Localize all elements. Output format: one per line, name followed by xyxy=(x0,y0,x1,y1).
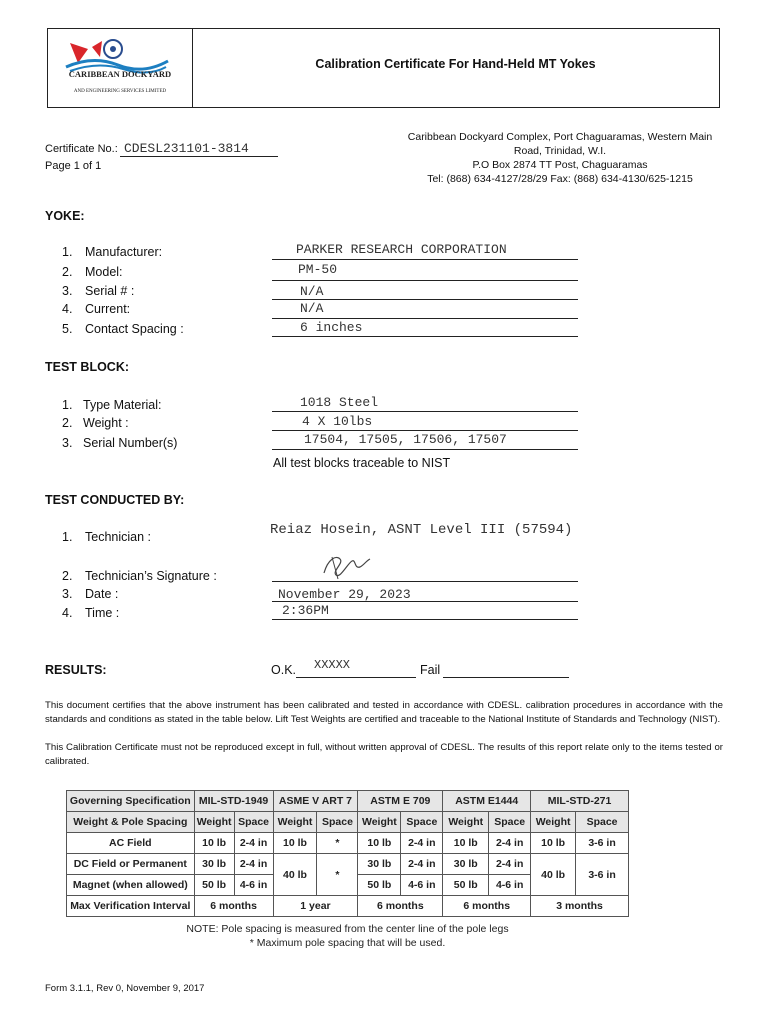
test-block-serial-label: Serial Number(s) xyxy=(83,436,178,450)
table-cell: ASME V ART 7 xyxy=(273,791,358,812)
yoke-model-value: PM-50 xyxy=(298,262,338,277)
table-cell: 30 lb xyxy=(194,854,234,875)
table-cell: 50 lb xyxy=(194,875,234,896)
table-cell: AC Field xyxy=(67,833,195,854)
conducted-item-num: 4. xyxy=(62,606,73,620)
table-row xyxy=(67,833,629,854)
date-value: November 29, 2023 xyxy=(278,587,411,602)
field-underline xyxy=(272,581,578,582)
table-cell: 50 lb xyxy=(443,875,489,896)
conducted-item-num: 3. xyxy=(62,587,73,601)
table-cell: Max Verification Interval xyxy=(67,896,195,917)
test-block-item-num: 2. xyxy=(62,416,73,430)
ok-underline xyxy=(296,677,416,678)
table-cell: 2-4 in xyxy=(234,854,273,875)
table-cell: 3 months xyxy=(531,896,629,917)
table-cell: 30 lb xyxy=(443,854,489,875)
table-cell: 3-6 in xyxy=(576,854,629,896)
max-spacing-note: * Maximum pole spacing that will be used. xyxy=(249,937,446,949)
table-cell: 2-4 in xyxy=(489,854,531,875)
table-row xyxy=(67,854,629,875)
table-cell: 3-6 in xyxy=(576,833,629,854)
nist-traceability-note: All test blocks traceable to NIST xyxy=(273,456,451,470)
company-logo xyxy=(48,29,193,107)
table-cell: Weight xyxy=(358,812,401,833)
table-cell: * xyxy=(317,854,358,896)
conducted-item-num: 2. xyxy=(62,569,73,583)
table-cell: Space xyxy=(234,812,273,833)
table-cell: DC Field or Permanent xyxy=(67,854,195,875)
table-cell: 6 months xyxy=(443,896,531,917)
table-row xyxy=(67,896,629,917)
table-cell: 4-6 in xyxy=(401,875,443,896)
table-cell: 2-4 in xyxy=(489,833,531,854)
yoke-current-value: N/A xyxy=(300,301,324,316)
ok-label: O.K. xyxy=(271,663,297,677)
yoke-serial-label: Serial # : xyxy=(85,284,135,298)
governing-spec-table xyxy=(66,790,629,917)
results-heading: RESULTS: xyxy=(45,663,107,677)
table-cell: 40 lb xyxy=(531,854,576,896)
yoke-serial-value: N/A xyxy=(300,284,324,299)
test-block-weight-label: Weight : xyxy=(83,416,129,430)
time-label: Time : xyxy=(85,606,120,620)
table-cell: Weight & Pole Spacing xyxy=(67,812,195,833)
address-line-3: P.O Box 2874 TT Post, Chaguaramas xyxy=(472,159,648,171)
yoke-contact-spacing-value: 6 inches xyxy=(300,320,363,335)
logo-emblem-icon xyxy=(48,29,192,107)
table-cell: Weight xyxy=(273,812,317,833)
table-cell: 10 lb xyxy=(273,833,317,854)
table-cell: Weight xyxy=(194,812,234,833)
table-cell: Weight xyxy=(443,812,489,833)
table-cell: 10 lb xyxy=(194,833,234,854)
address-line-1: Caribbean Dockyard Complex, Port Chaguaramas, Western Main xyxy=(407,131,713,143)
signature-label: Technician’s Signature : xyxy=(85,569,217,583)
time-value: 2:36PM xyxy=(282,603,329,618)
test-block-material-value: 1018 Steel xyxy=(300,395,379,410)
test-block-material-label: Type Material: xyxy=(83,398,162,412)
address-line-4: Tel: (868) 634-4127/28/29 Fax: (868) 634-4130/625-1215 xyxy=(427,173,693,185)
field-underline xyxy=(272,259,578,260)
pole-spacing-note: NOTE: Pole spacing is measured from the center line of the pole legs xyxy=(186,923,509,935)
table-cell: 50 lb xyxy=(358,875,401,896)
table-cell: MIL-STD-271 xyxy=(531,791,629,812)
yoke-heading: YOKE: xyxy=(45,209,85,223)
table-cell: MIL-STD-1949 xyxy=(194,791,273,812)
field-underline xyxy=(272,411,578,412)
table-cell: Magnet (when allowed) xyxy=(67,875,195,896)
table-cell: 2-4 in xyxy=(401,854,443,875)
yoke-item-num: 2. xyxy=(62,265,73,279)
field-underline xyxy=(272,299,578,300)
technician-label: Technician : xyxy=(85,530,152,544)
table-cell: 10 lb xyxy=(443,833,489,854)
certificate-label: Certificate No.: xyxy=(45,143,118,155)
field-underline xyxy=(272,449,578,450)
table-cell: 6 months xyxy=(194,896,273,917)
table-cell: 10 lb xyxy=(531,833,576,854)
logo-name: CARIBBEAN DOCKYARD xyxy=(68,69,172,79)
field-underline xyxy=(272,619,578,620)
technician-value: Reiaz Hosein, ASNT Level III (57594) xyxy=(270,522,573,538)
table-cell: 6 months xyxy=(358,896,443,917)
test-block-weight-value: 4 X 10lbs xyxy=(302,414,373,429)
table-row xyxy=(67,812,629,833)
table-cell: 2-4 in xyxy=(401,833,443,854)
document-title: Calibration Certificate For Hand-Held MT Yokes xyxy=(315,57,596,71)
address-line-2: Road, Trinidad, W.I. xyxy=(513,145,607,157)
header-box xyxy=(47,28,720,108)
yoke-manufacturer-label: Manufacturer: xyxy=(85,245,163,259)
table-cell: Space xyxy=(576,812,629,833)
test-block-item-num: 3. xyxy=(62,436,73,450)
table-cell: 1 year xyxy=(273,896,358,917)
yoke-item-num: 5. xyxy=(62,322,73,336)
table-cell: ASTM E 709 xyxy=(358,791,443,812)
field-underline xyxy=(272,336,578,337)
table-cell: Space xyxy=(401,812,443,833)
test-block-item-num: 1. xyxy=(62,398,73,412)
reproduction-statement: This Calibration Certificate must not be reproduced except in full, without written approval of CDESL. The results of this report relate only to the items tested or calibrated. xyxy=(45,742,723,767)
conducted-heading: TEST CONDUCTED BY: xyxy=(45,493,185,507)
conducted-item-num: 1. xyxy=(62,530,73,544)
table-cell: 40 lb xyxy=(273,854,317,896)
test-block-serial-value: 17504, 17505, 17506, 17507 xyxy=(304,432,507,447)
form-footer: Form 3.1.1, Rev 0, November 9, 2017 xyxy=(45,983,205,994)
field-underline xyxy=(272,318,578,319)
table-cell: 30 lb xyxy=(358,854,401,875)
table-cell: 4-6 in xyxy=(234,875,273,896)
table-cell: * xyxy=(317,833,358,854)
yoke-current-label: Current: xyxy=(85,302,131,316)
page-count: Page 1 of 1 xyxy=(45,160,102,172)
yoke-manufacturer-value: PARKER RESEARCH CORPORATION xyxy=(296,242,507,257)
table-cell: 10 lb xyxy=(358,833,401,854)
logo-subtitle: AND ENGINEERING SERVICES LIMITED xyxy=(73,89,167,94)
table-cell: 2-4 in xyxy=(234,833,273,854)
table-cell: Space xyxy=(317,812,358,833)
yoke-item-num: 4. xyxy=(62,302,73,316)
table-row xyxy=(67,791,629,812)
signature-scribble-icon xyxy=(318,549,374,581)
table-cell: 4-6 in xyxy=(489,875,531,896)
table-cell: Weight xyxy=(531,812,576,833)
table-cell: Space xyxy=(489,812,531,833)
certificate-number: CDESL231101-3814 xyxy=(124,141,249,156)
table-cell: Governing Specification xyxy=(67,791,195,812)
ok-value: XXXXX xyxy=(314,658,351,672)
certificate-underline xyxy=(120,156,278,157)
date-label: Date : xyxy=(85,587,119,601)
yoke-item-num: 1. xyxy=(62,245,73,259)
test-block-heading: TEST BLOCK: xyxy=(45,360,130,374)
fail-underline xyxy=(443,677,569,678)
yoke-item-num: 3. xyxy=(62,284,73,298)
field-underline xyxy=(272,430,578,431)
fail-label: Fail xyxy=(420,663,441,677)
field-underline xyxy=(272,280,578,281)
table-cell: ASTM E1444 xyxy=(443,791,531,812)
yoke-contact-spacing-label: Contact Spacing : xyxy=(85,322,184,336)
certification-statement: This document certifies that the above instrument has been calibrated and tested in accordance with CDESL. calibration procedures in accordance with the standards and conditions as stated in the table below. Lift Test Weights are certified and traceable to the National Institute of Standards and Technology (NIST). xyxy=(45,700,723,725)
yoke-model-label: Model: xyxy=(85,265,123,279)
field-underline xyxy=(272,601,578,602)
